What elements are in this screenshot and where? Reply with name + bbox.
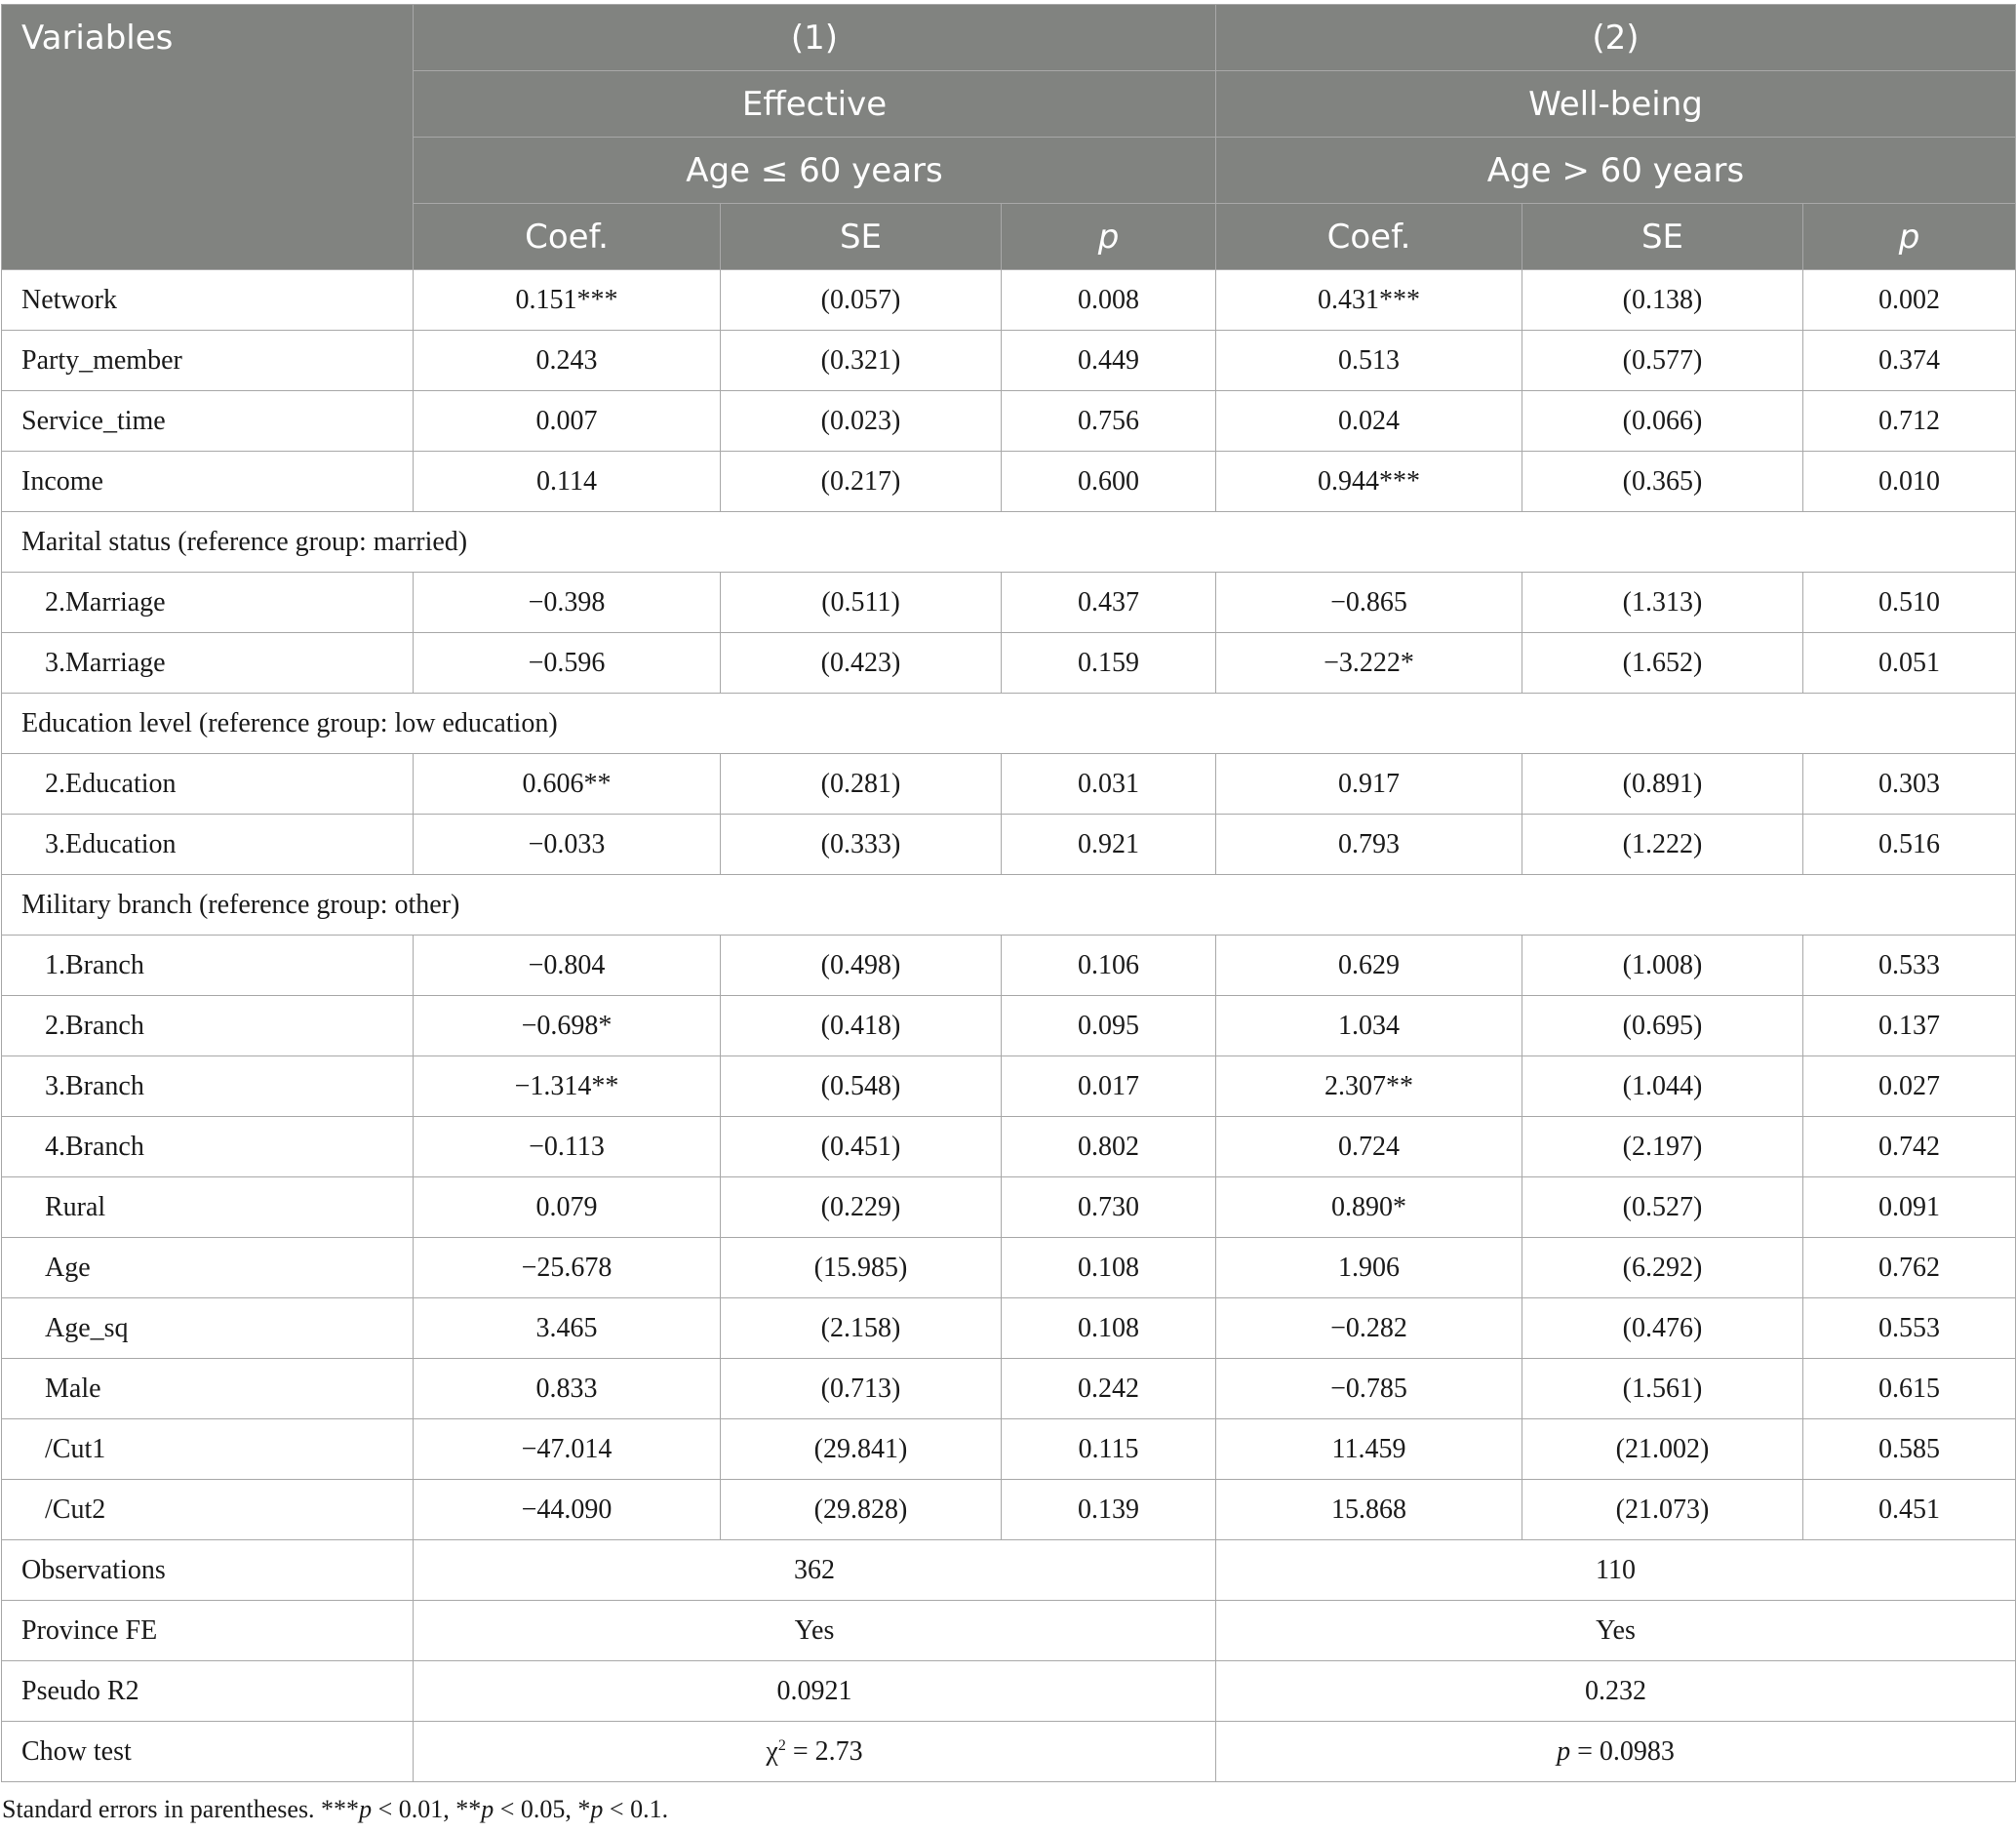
model1-se: (0.229) (721, 1177, 1002, 1238)
model2-se: (2.197) (1522, 1117, 1803, 1177)
model2-se: (0.365) (1522, 452, 1803, 512)
row-label: Pseudo R2 (2, 1661, 414, 1722)
row-label: Observations (2, 1540, 414, 1601)
model1-coef: −0.804 (414, 936, 721, 996)
table-body (2, 270, 2016, 1782)
model2-coef: −0.865 (1216, 573, 1522, 633)
model2-p: 0.374 (1803, 331, 2016, 391)
model1-coef: −0.596 (414, 633, 721, 694)
model2-number: (2) (1216, 5, 2016, 71)
row-label: Rural (2, 1177, 414, 1238)
model2-p: 0.027 (1803, 1056, 2016, 1117)
model2-coef: 0.917 (1216, 754, 1522, 815)
row-label: 3.Education (2, 815, 414, 875)
model1-p: 0.600 (1002, 452, 1216, 512)
regression-results-table (1, 4, 2016, 1782)
model2-coef: 0.431*** (1216, 270, 1522, 331)
section-row (2, 694, 2016, 754)
model2-se: (0.138) (1522, 270, 1803, 331)
model2-se: (1.652) (1522, 633, 1803, 694)
model1-se: (0.023) (721, 391, 1002, 452)
table-row (2, 1056, 2016, 1117)
model2-p: 0.516 (1803, 815, 2016, 875)
model2-p: 0.762 (1803, 1238, 2016, 1298)
model1-se: (0.418) (721, 996, 1002, 1056)
model1-se: (2.158) (721, 1298, 1002, 1359)
model2-p: 0.010 (1803, 452, 2016, 512)
footnote-p2: p (481, 1795, 494, 1823)
table-row (2, 815, 2016, 875)
model2-p: 0.451 (1803, 1480, 2016, 1540)
model2-coef: −0.282 (1216, 1298, 1522, 1359)
model1-coef: 3.465 (414, 1298, 721, 1359)
model2-p: 0.137 (1803, 996, 2016, 1056)
table-row (2, 391, 2016, 452)
model1-se: (29.841) (721, 1419, 1002, 1480)
model2-coef: 1.034 (1216, 996, 1522, 1056)
model1-p: 0.730 (1002, 1177, 1216, 1238)
table-footnote (2, 1795, 668, 1824)
model1-coef: −0.398 (414, 573, 721, 633)
model1-summary-value: 0.0921 (414, 1661, 1216, 1722)
model1-se: (0.333) (721, 815, 1002, 875)
row-label: Age_sq (2, 1298, 414, 1359)
section-row (2, 875, 2016, 936)
model1-se: (0.511) (721, 573, 1002, 633)
model1-p-header: p (1002, 204, 1216, 270)
table-row (2, 1238, 2016, 1298)
model2-coef: 0.024 (1216, 391, 1522, 452)
model2-se: (0.577) (1522, 331, 1803, 391)
model2-p: 0.712 (1803, 391, 2016, 452)
model1-se: (29.828) (721, 1480, 1002, 1540)
model2-se: (1.008) (1522, 936, 1803, 996)
model1-coef: 0.079 (414, 1177, 721, 1238)
model2-p: 0.553 (1803, 1298, 2016, 1359)
model1-p: 0.017 (1002, 1056, 1216, 1117)
model2-p: 0.742 (1803, 1117, 2016, 1177)
model2-p: 0.585 (1803, 1419, 2016, 1480)
model2-se: (1.313) (1522, 573, 1803, 633)
table-row (2, 754, 2016, 815)
model1-se: (0.713) (721, 1359, 1002, 1419)
model2-se: (21.073) (1522, 1480, 1803, 1540)
model1-se: (0.057) (721, 270, 1002, 331)
model1-se: (0.498) (721, 936, 1002, 996)
model1-coef-header: Coef. (414, 204, 721, 270)
row-label: Province FE (2, 1601, 414, 1661)
model1-p: 0.242 (1002, 1359, 1216, 1419)
table-row (2, 1177, 2016, 1238)
model2-se: (0.066) (1522, 391, 1803, 452)
model2-coef: 0.629 (1216, 936, 1522, 996)
model2-se-header: SE (1522, 204, 1803, 270)
table-row (2, 1117, 2016, 1177)
row-label: /Cut2 (2, 1480, 414, 1540)
model1-coef: −0.033 (414, 815, 721, 875)
model2-se: (1.561) (1522, 1359, 1803, 1419)
model2-p: 0.303 (1803, 754, 2016, 815)
summary-row (2, 1722, 2016, 1782)
chi-symbol: χ (766, 1735, 778, 1767)
model1-p: 0.159 (1002, 633, 1216, 694)
model1-coef: −44.090 (414, 1480, 721, 1540)
model2-p: 0.510 (1803, 573, 2016, 633)
row-label: Service_time (2, 391, 414, 452)
model1-coef: −0.698* (414, 996, 721, 1056)
model2-coef: 15.868 (1216, 1480, 1522, 1540)
model2-p: 0.051 (1803, 633, 2016, 694)
model2-se: (0.527) (1522, 1177, 1803, 1238)
chi-value: = 2.73 (785, 1735, 863, 1767)
model2-coef: 0.944*** (1216, 452, 1522, 512)
model2-coef: 2.307** (1216, 1056, 1522, 1117)
table-row (2, 573, 2016, 633)
model1-coef: −0.113 (414, 1117, 721, 1177)
model1-coef: −25.678 (414, 1238, 721, 1298)
model2-coef: −0.785 (1216, 1359, 1522, 1419)
model1-coef: 0.243 (414, 331, 721, 391)
row-label: Age (2, 1238, 414, 1298)
model2-se: (6.292) (1522, 1238, 1803, 1298)
model1-outcome: Effective (414, 71, 1216, 138)
model1-p: 0.437 (1002, 573, 1216, 633)
footnote-lead: Standard errors in parentheses. *** (2, 1795, 360, 1823)
model1-p: 0.108 (1002, 1238, 1216, 1298)
chow-p-value: = 0.0983 (1570, 1735, 1675, 1767)
section-label: Marital status (reference group: married) (2, 512, 2016, 573)
model1-p: 0.115 (1002, 1419, 1216, 1480)
section-label: Education level (reference group: low education) (2, 694, 2016, 754)
model2-p: 0.615 (1803, 1359, 2016, 1419)
model2-coef: 0.513 (1216, 331, 1522, 391)
section-row (2, 512, 2016, 573)
model2-p: 0.002 (1803, 270, 2016, 331)
row-label: 2.Education (2, 754, 414, 815)
table-row (2, 1298, 2016, 1359)
table-row (2, 1419, 2016, 1480)
model1-number: (1) (414, 5, 1216, 71)
table-row (2, 996, 2016, 1056)
model1-se: (15.985) (721, 1238, 1002, 1298)
chi-superscript: 2 (777, 1736, 786, 1754)
model2-p: 0.533 (1803, 936, 2016, 996)
model1-coef: 0.606** (414, 754, 721, 815)
model1-p: 0.802 (1002, 1117, 1216, 1177)
table-header (2, 5, 2016, 270)
row-label: 3.Marriage (2, 633, 414, 694)
model1-se-header: SE (721, 204, 1002, 270)
model1-coef: 0.007 (414, 391, 721, 452)
footnote-mid1: < 0.01, ** (372, 1795, 482, 1823)
model1-coef: −1.314** (414, 1056, 721, 1117)
model1-se: (0.217) (721, 452, 1002, 512)
model2-coef: 11.459 (1216, 1419, 1522, 1480)
table-row (2, 270, 2016, 331)
section-label: Military branch (reference group: other) (2, 875, 2016, 936)
table-row (2, 1480, 2016, 1540)
footnote-tail: < 0.1. (603, 1795, 669, 1823)
row-label: Network (2, 270, 414, 331)
summary-row (2, 1601, 2016, 1661)
model2-se: (1.222) (1522, 815, 1803, 875)
model1-se: (0.321) (721, 331, 1002, 391)
model1-coef: 0.833 (414, 1359, 721, 1419)
model1-p: 0.921 (1002, 815, 1216, 875)
table-row (2, 633, 2016, 694)
model1-summary-value: Yes (414, 1601, 1216, 1661)
table-row (2, 936, 2016, 996)
row-label: Income (2, 452, 414, 512)
model2-se: (0.476) (1522, 1298, 1803, 1359)
row-label: Chow test (2, 1722, 414, 1782)
model2-summary-value: 0.232 (1216, 1661, 2016, 1722)
model2-se: (0.891) (1522, 754, 1803, 815)
model1-coef: −47.014 (414, 1419, 721, 1480)
model2-coef-header: Coef. (1216, 204, 1522, 270)
model2-coef: 0.793 (1216, 815, 1522, 875)
model2-p: 0.091 (1803, 1177, 2016, 1238)
chow-model2-value (1216, 1722, 2016, 1782)
table-row (2, 452, 2016, 512)
table-row (2, 1359, 2016, 1419)
model2-sample: Age > 60 years (1216, 138, 2016, 204)
model1-p: 0.449 (1002, 331, 1216, 391)
row-label: 4.Branch (2, 1117, 414, 1177)
footnote-p3: p (590, 1795, 604, 1823)
row-label: /Cut1 (2, 1419, 414, 1480)
table-row (2, 331, 2016, 391)
model1-p: 0.756 (1002, 391, 1216, 452)
model1-p: 0.108 (1002, 1298, 1216, 1359)
model2-coef: 1.906 (1216, 1238, 1522, 1298)
model2-coef: 0.724 (1216, 1117, 1522, 1177)
model2-coef: −3.222* (1216, 633, 1522, 694)
model2-p-header: p (1803, 204, 2016, 270)
model1-p: 0.008 (1002, 270, 1216, 331)
model1-se: (0.281) (721, 754, 1002, 815)
model1-se: (0.548) (721, 1056, 1002, 1117)
model2-summary-value: Yes (1216, 1601, 2016, 1661)
row-label: Male (2, 1359, 414, 1419)
row-label: 2.Marriage (2, 573, 414, 633)
footnote-mid2: < 0.05, * (494, 1795, 591, 1823)
chow-model1-value (414, 1722, 1216, 1782)
row-label: 1.Branch (2, 936, 414, 996)
model2-summary-value: 110 (1216, 1540, 2016, 1601)
model1-coef: 0.114 (414, 452, 721, 512)
summary-row (2, 1661, 2016, 1722)
model2-se: (0.695) (1522, 996, 1803, 1056)
model1-sample: Age ≤ 60 years (414, 138, 1216, 204)
model1-p: 0.031 (1002, 754, 1216, 815)
row-label: 2.Branch (2, 996, 414, 1056)
model1-se: (0.451) (721, 1117, 1002, 1177)
model1-p: 0.139 (1002, 1480, 1216, 1540)
row-label: Party_member (2, 331, 414, 391)
model2-se: (1.044) (1522, 1056, 1803, 1117)
model2-outcome: Well-being (1216, 71, 2016, 138)
model2-se: (21.002) (1522, 1419, 1803, 1480)
model1-se: (0.423) (721, 633, 1002, 694)
model1-coef: 0.151*** (414, 270, 721, 331)
summary-row (2, 1540, 2016, 1601)
model1-summary-value: 362 (414, 1540, 1216, 1601)
row-label: 3.Branch (2, 1056, 414, 1117)
variables-header: Variables (2, 5, 414, 270)
model1-p: 0.106 (1002, 936, 1216, 996)
model1-p: 0.095 (1002, 996, 1216, 1056)
model2-coef: 0.890* (1216, 1177, 1522, 1238)
footnote-p1: p (359, 1795, 373, 1823)
chow-p-symbol: p (1557, 1735, 1571, 1767)
